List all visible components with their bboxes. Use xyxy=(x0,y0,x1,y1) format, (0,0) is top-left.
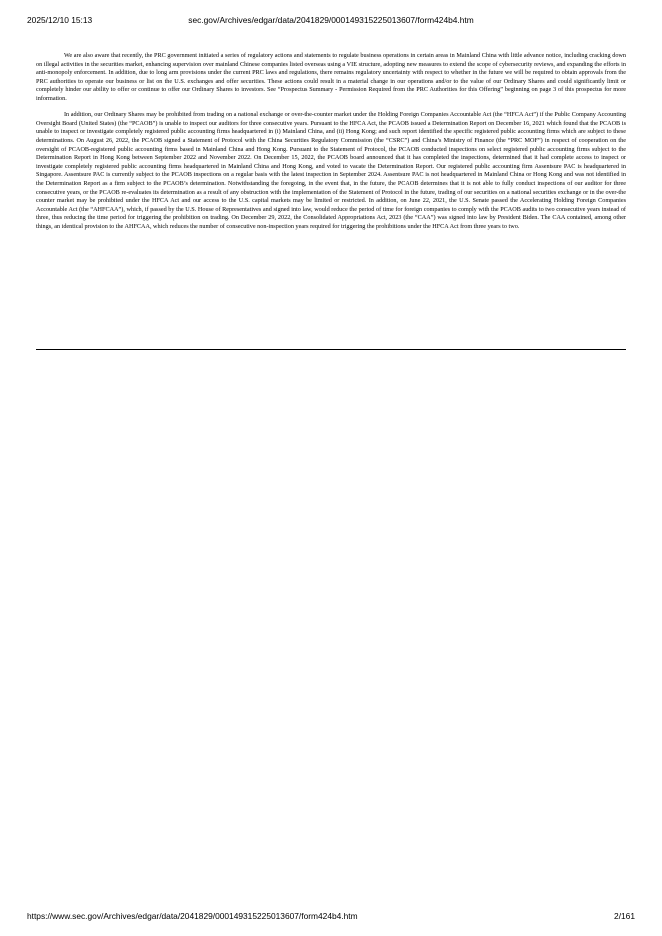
paragraph-regulatory-actions: We are also aware that recently, the PRC government initiated a series of regulatory actions and statements to regulate business operations in certain areas in Mainland China with little advance notice, including cracking down on illegal activities in the securities market, enhancing supervision over mainland Chinese companies listed overseas using a VIE structure, adopting new measures to extend the scope of cybersecurity reviews, and expanding the efforts in anti-monopoly enforcement. In addition, due to long arm provisions under the current PRC laws and regulations, there remains regulatory uncertainty with respect to whether in the future we will be required to obtain approvals from the PRC authorities to operate our business or list on the U.S. exchanges and offer securities. These actions could result in a material change in our operations and/or to the value of our Ordinary Shares and could significantly limit or completely hinder our ability to offer or continue to offer our Ordinary Shares to investors. See “Prospectus Summary - Permission Required from the PRC Authorities for this Offering” beginning on page 3 of this prospectus for more information. xyxy=(36,52,626,102)
print-header xyxy=(27,14,635,26)
print-footer-url: https://www.sec.gov/Archives/edgar/data/2041829/000149315225013607/form424b4.htm xyxy=(27,911,358,921)
print-page-title: sec.gov/Archives/edgar/data/2041829/000149315225013607/form424b4.htm xyxy=(188,15,474,25)
print-datetime: 2025/12/10 15:13 xyxy=(27,15,93,25)
page-indicator: 2/161 xyxy=(614,911,635,921)
print-footer xyxy=(27,910,635,922)
page-divider xyxy=(36,349,626,350)
document-body xyxy=(36,52,626,239)
paragraph-hfca-act: In addition, our Ordinary Shares may be prohibited from trading on a national exchange or over-the-counter market under the Holding Foreign Companies Accountable Act (the “HFCA Act”) if the Public Company Accounting Oversight Board (United States) (the “PCAOB”) is unable to inspect our auditors for three consecutive years. Pursuant to the HFCA Act, the PCAOB issued a Determination Report on December 16, 2021 which found that the PCAOB is unable to inspect or investigate completely registered public accounting firms headquartered in (i) Mainland China, and (ii) Hong Kong; and such report identified the specific registered public accounting firms which are subject to these determinations. On August 26, 2022, the PCAOB signed a Statement of Protocol with the China Securities Regulatory Commission (the “CSRC”) and China’s Ministry of Finance (the “PRC MOF”) in respect of cooperation on the oversight of PCAOB-registered public accounting firms based in Mainland China and Hong Kong. Pursuant to the Statement of Protocol, the PCAOB conducted inspections on select registered public accounting firms subject to the Determination Report in Hong Kong between September 2022 and November 2022. On December 15, 2022, the PCAOB board announced that it has completed the inspections, determined that it had complete access to inspect or investigate completely registered public accounting firms headquartered in Mainland China and Hong Kong, and voted to vacate the Determination Report. Our registered public accounting firm Assentsure PAC is headquartered in Singapore. Assentsure PAC is currently subject to the PCAOB inspections on a regular basis with the latest inspection in September 2024. Assentsure PAC is not headquartered in Mainland China or Hong Kong and was not identified in the Determination Report as a firm subject to the PCAOB’s determination. Notwithstanding the foregoing, in the event that, in the future, the PCAOB determines that it is not able to fully conduct inspections of our auditor for three consecutive years, or the PCAOB re-evaluates its determination as a result of any obstruction with the implementation of the Statement of Protocol in the future, trading of our securities on a national securities exchange or in the over-the counter market may be prohibited under the HFCA Act and our access to the U.S. capital markets may be limited or restricted. In addition, on June 22, 2021, the U.S. Senate passed the Accelerating Holding Foreign Companies Accountable Act (the “AHFCAA”), which, if passed by the U.S. House of Representatives and signed into law, would reduce the period of time for foreign companies to comply with the PCAOB audits to two consecutive years instead of three, thus reducing the time period for triggering the prohibition on trading. On December 29, 2022, the Consolidated Appropriations Act, 2023 (the “CAA”) was signed into law by President Biden. The CAA contained, among other things, an identical provision to the AHFCAA, which reduces the number of consecutive non-inspection years required for triggering the prohibitions under the HFCA Act from three years to two. xyxy=(36,111,626,230)
